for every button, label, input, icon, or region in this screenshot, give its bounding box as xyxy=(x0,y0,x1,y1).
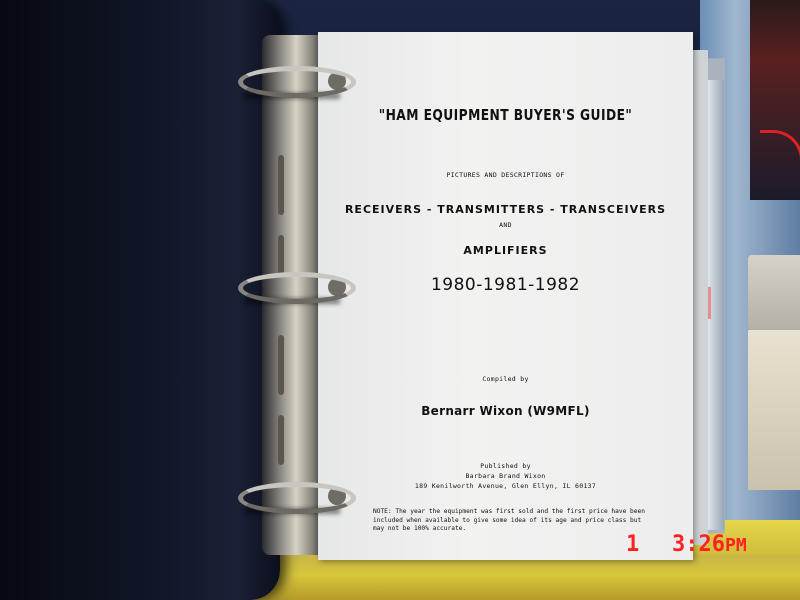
binder-ring-bottom xyxy=(238,482,356,514)
author-name: Bernarr Wixon (W9MFL) xyxy=(421,404,590,418)
document-note: NOTE: The year the equipment was first sold and the first price have been included when available to give some idea of its age and price class but may not be 100% accurate. xyxy=(373,508,645,532)
camera-ampm: PM xyxy=(724,535,747,556)
published-by-label: Published by xyxy=(480,462,531,470)
binder-ring-top xyxy=(238,66,356,98)
background-device xyxy=(748,255,800,330)
background-device-base xyxy=(748,330,800,490)
amplifiers-heading: AMPLIFIERS xyxy=(463,244,548,257)
document-subtitle: PICTURES AND DESCRIPTIONS OF xyxy=(446,171,565,179)
camera-time-value: 3:26 xyxy=(672,532,725,557)
categories-line: RECEIVERS - TRANSMITTERS - TRANSCEIVERS xyxy=(344,203,667,216)
publisher-address: 189 Kenilworth Avenue, Glen Ellyn, IL 60137 xyxy=(414,482,597,490)
camera-time-stamp xyxy=(672,532,747,557)
document-title: "HAM EQUIPMENT BUYER'S GUIDE" xyxy=(378,106,633,124)
years-heading: 1980-1981-1982 xyxy=(430,275,581,295)
compiled-by-label: Compiled by xyxy=(482,375,529,383)
spine-slot xyxy=(278,155,284,215)
spine-slot xyxy=(278,335,284,395)
and-text: AND xyxy=(499,221,512,229)
binder-cover xyxy=(0,0,280,600)
camera-date-stamp: 1 xyxy=(626,532,640,557)
binder-ring-middle xyxy=(238,272,356,304)
publisher-name: Barbara Brand Wixon xyxy=(465,472,546,480)
spine-slot xyxy=(278,235,284,275)
cover-page xyxy=(318,32,693,560)
spine-slot xyxy=(278,415,284,465)
